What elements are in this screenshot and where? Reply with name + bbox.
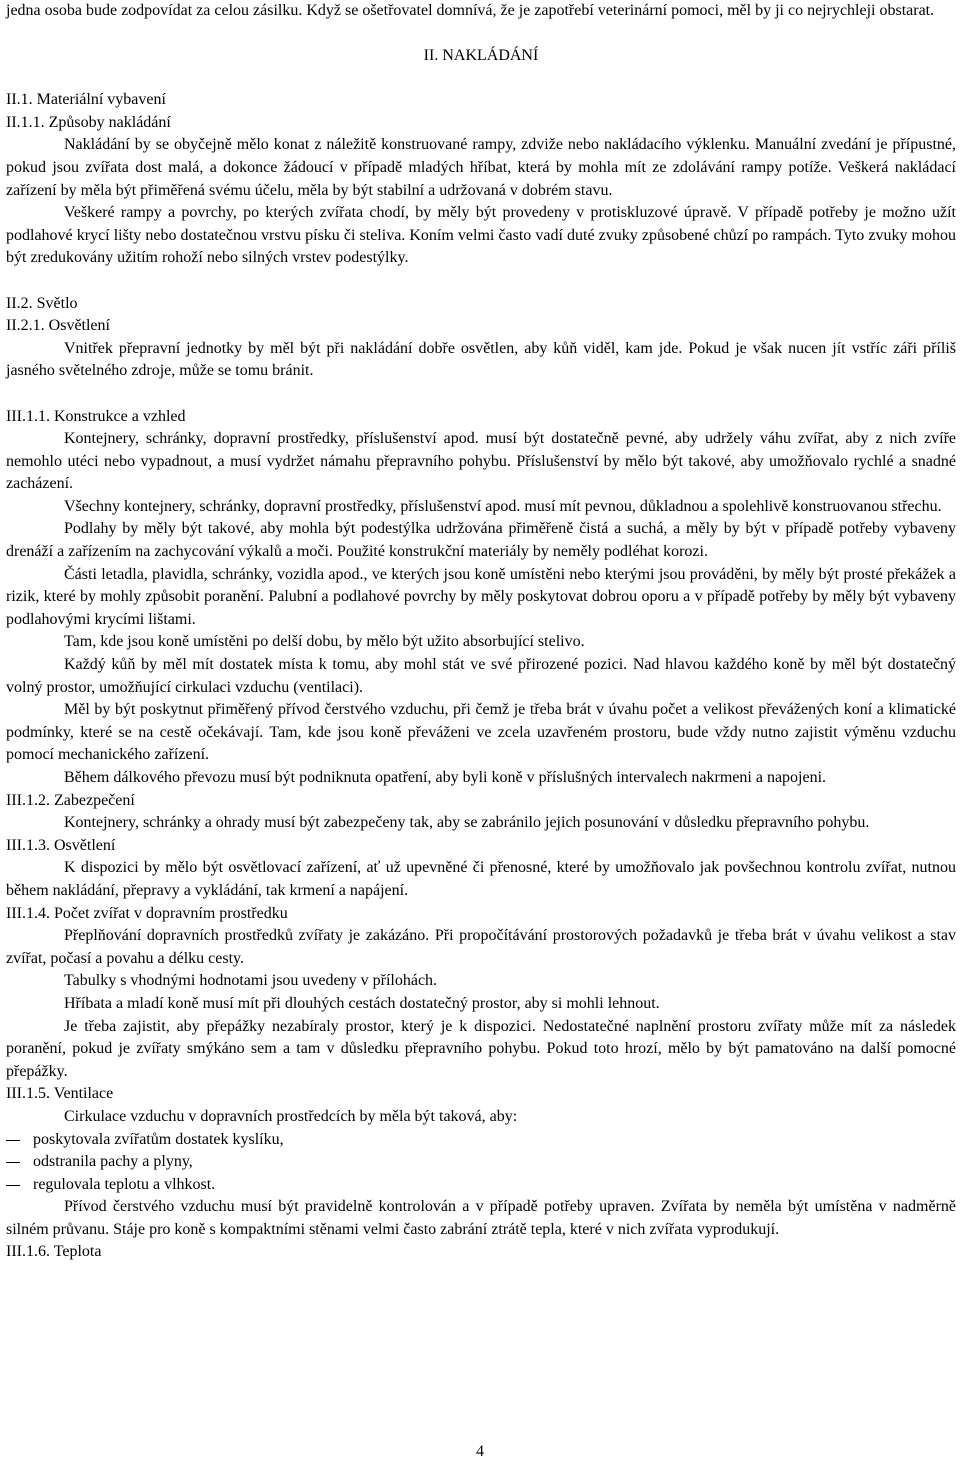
section-heading-iii-1-2: III.1.2. Zabezpečení — [6, 791, 135, 809]
section-heading-iii-1-3: III.1.3. Osvětlení — [6, 836, 116, 854]
paragraph-lighting: Vnitřek přepravní jednotky by měl být při nakládání dobře osvětlen, aby kůň viděl, kam jde. Pokud je však nucen jít vstříc záři příliš jasného světelného zdroje, může se tomu bránit. — [6, 339, 956, 380]
paragraph-illumination: K dispozici by mělo být osvětlovací zařízení, ať už upevněné či přenosné, které by umožňovalo jak povšechnou kontrolu zvířat, nutnou během nakládání, přepravy a vykládání, tak krmení a napájení. — [6, 859, 956, 899]
section-heading-ii-1: II.1. Materiální vybavení — [6, 91, 166, 109]
paragraph-construction-8: Během dálkového převozu musí být podniknuta opatření, aby byli koně v příslušných intervalech nakrmeni a napojeni. — [64, 769, 827, 786]
paragraph-animal-count-3: Hříbata a mladí koně musí mít při dlouhých cestách dostatečný prostor, aby si mohli lehnout. — [64, 994, 660, 1012]
section-heading-ii-2-1: II.2.1. Osvětlení — [6, 317, 110, 335]
paragraph-construction-3: Podlahy by měly být takové, aby mohla být podestýlka udržována přiměřeně čistá a suchá, a měly by být v případě potřeby vybaveny drenáží a zařízením na zachycování výkalů a moči. Použité konstrukční materiály by neměly podléhat korozi. — [6, 520, 956, 561]
section-heading-iii-1-5: III.1.5. Ventilace — [6, 1085, 114, 1103]
list-item: odstranila pachy a plyny, — [6, 1151, 956, 1174]
paragraph-ventilation-control: Přívod čerstvého vzduchu musí být pravidelně kontrolován a v případě potřeby upraven. Zvířata by neměla být umístěna v nadměrně silném průvanu. Stáje pro koně s kompaktními stěnami velmi často zabrání ztrátě tepla, které v nich zvířata vyprodukují. — [6, 1198, 956, 1238]
paragraph-construction-1: Kontejnery, schránky, dopravní prostředky, příslušenství apod. musí být dostatečně pevné, aby udržely váhu zvířat, aby z nich zvíře nemohlo utéci nebo vypadnout, a musí vydržet námahu přepravního pohybu. Příslušenství by mělo být takové, aby umožňovalo rychlé a snadné zacházení. — [6, 430, 956, 493]
list-item: regulovala teplotu a vlhkost. — [6, 1174, 956, 1197]
dash-bullet-icon — [6, 1162, 20, 1163]
section-heading-ii-1-1: II.1.1. Způsoby nakládání — [6, 113, 171, 131]
section-heading-ii-2: II.2. Světlo — [6, 294, 78, 312]
page-number: 4 — [476, 1443, 484, 1460]
ventilation-list — [6, 1129, 956, 1197]
paragraph-construction-6: Každý kůň by měl mít dostatek místa k tomu, aby mohl stát ve své přirozené pozici. Nad hlavou každého koně by měl být dostatečný volný prostor, umožňující cirkulaci vzduchu (ventilaci). — [6, 656, 956, 696]
dash-bullet-icon — [6, 1140, 20, 1141]
section-heading-iii-1-4: III.1.4. Počet zvířat v dopravním prostředku — [6, 904, 288, 922]
dash-bullet-icon — [6, 1185, 20, 1186]
section-heading-iii-1-6: III.1.6. Teplota — [6, 1243, 102, 1261]
section-heading-iii-1-1: III.1.1. Konstrukce a vzhled — [6, 407, 186, 425]
paragraph-ramps: Veškeré rampy a povrchy, po kterých zvířata chodí, by měly být provedeny v protiskluzové úpravě. V případě potřeby je možno užít podlahové krycí lišty nebo dostatečnou vrstvu písku či steliva. Koním velmi často vadí duté zvuky způsobené chůzí po rampách. Tyto zvuky mohou být zredukovány užitím rohoží nebo silných vrstev podestýlky. — [6, 204, 956, 267]
paragraph-animal-count-2: Tabulky s vhodnými hodnotami jsou uvedeny v přílohách. — [64, 972, 438, 990]
paragraph-construction-5: Tam, kde jsou koně umístěni po delší dobu, by mělo být užito absorbující stelivo. — [64, 633, 585, 651]
paragraph-animal-count-1: Přeplňování dopravních prostředků zvířaty je zakázáno. Při propočítávání prostorových požadavků je třeba brát v úvahu velikost a stav zvířat, počasí a povahu a délku cesty. — [6, 927, 956, 967]
chapter-heading: II. NAKLÁDÁNÍ — [423, 46, 539, 64]
paragraph-securing: Kontejnery, schránky a ohrady musí být zabezpečeny tak, aby se zabránilo jejich posunování v důsledku přepravního pohybu. — [64, 814, 870, 832]
paragraph-ventilation-intro: Cirkulace vzduchu v dopravních prostředcích by měla být taková, aby: — [64, 1107, 518, 1125]
paragraph-construction-2: Všechny kontejnery, schránky, dopravní prostředky, příslušenství apod. musí mít pevnou, důkladnou a spolehlivě konstruovanou střechu. — [64, 497, 942, 515]
intro-paragraph: jedna osoba bude zodpovídat za celou zásilku. Když se ošetřovatel domnívá, že je zapotřebí veterinární pomoci, měl by ji co nejrychleji obstarat. — [6, 2, 935, 19]
list-item: poskytovala zvířatům dostatek kyslíku, — [6, 1129, 956, 1152]
paragraph-loading-methods: Nakládání by se obyčejně mělo konat z náležitě konstruované rampy, zdviže nebo nakládacího výklenku. Manuální zvedání je přípustné, pokud jsou zvířata dost malá, a dokonce žádoucí v případě mladých hříbat, která by mohla mít ze zdolávání rampy potíže. Veškerá nakládací zařízení by měla být přiměřená svému účelu, měla by být stabilní a udržovaná v dobrém stavu. — [6, 136, 956, 199]
paragraph-construction-4: Části letadla, plavidla, schránky, vozidla apod., ve kterých jsou koně umístěni nebo kterými jsou prováděni, by měly být prosté překážek a rizik, které by mohly způsobit poranění. Palubní a podlahové povrchy by měly poskytovat dobrou oporu a v případě potřeby by měly být vybaveny podlahovými krycími lištami. — [6, 565, 956, 628]
paragraph-construction-7: Měl by být poskytnut přiměřený přívod čerstvého vzduchu, při čemž je třeba brát v úvahu počet a velikost převážených koní a klimatické podmínky, které se na cestě očekávají. Tam, kde jsou koně převáženi ve zcela uzavřeném prostoru, bude vždy nutno zajistit výměnu vzduchu pomocí mechanického zařízení. — [6, 701, 956, 764]
paragraph-animal-count-4: Je třeba zajistit, aby přepážky nezabíraly prostor, který je k dispozici. Nedostatečné naplnění prostoru zvířaty může mít za následek poranění, pokud je zvířaty smýkáno sem a tam v důsledku přepravního pohybu. Pokud toto hrozí, mělo by být pamatováno na další pomocné přepážky. — [6, 1017, 956, 1080]
